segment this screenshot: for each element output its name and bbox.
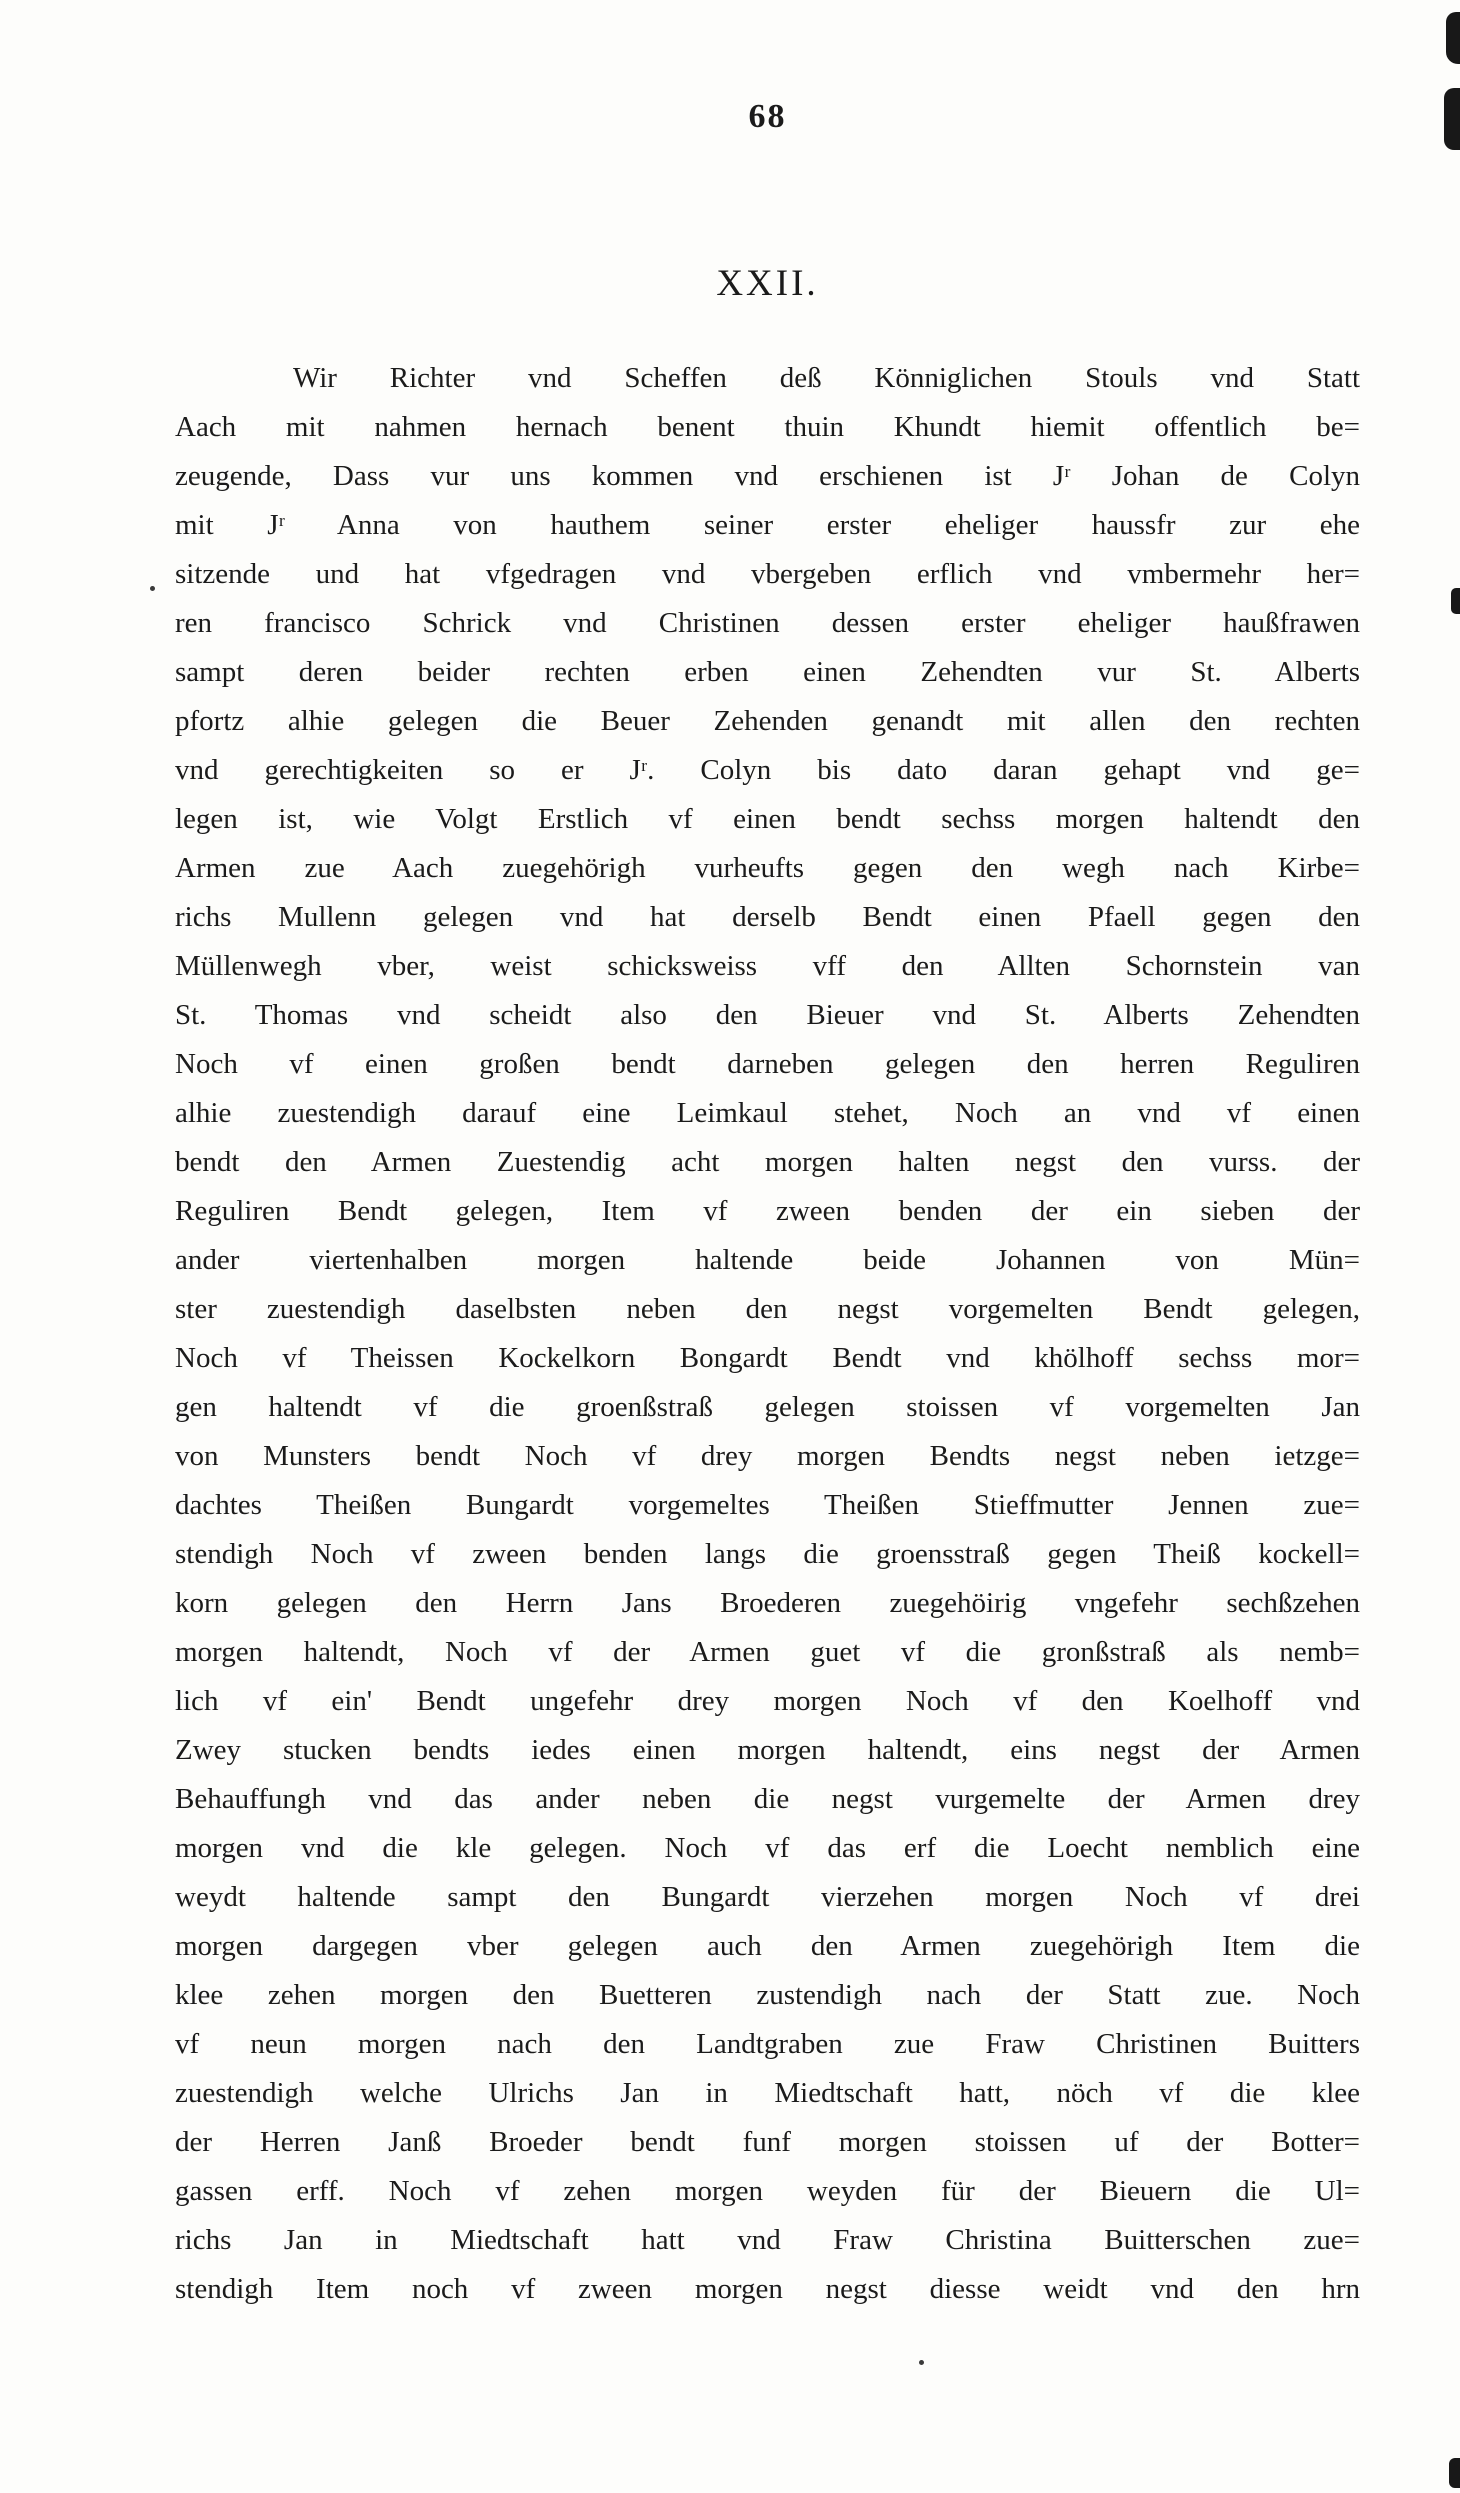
body-line: Müllenwegh vber, weist schicksweiss vff den Allten Schornstein van (175, 950, 1360, 982)
body-line: bendt den Armen Zuestendig acht morgen halten negst den vurss. der (175, 1146, 1360, 1178)
body-line: Behauffungh vnd das ander neben die negst vurgemelte der Armen drey (175, 1783, 1360, 1815)
body-line: sampt deren beider rechten erben einen Zehendten vur St. Alberts (175, 656, 1360, 688)
body-line: mit Jʳ Anna von hauthem seiner erster eheliger haussfr zur ehe (175, 509, 1360, 541)
body-line: St. Thomas vnd scheidt also den Bieuer vnd St. Alberts Zehendten (175, 999, 1360, 1031)
body-line: Reguliren Bendt gelegen, Item vf zween benden der ein sieben der (175, 1195, 1360, 1227)
body-line: stendigh Noch vf zween benden langs die groensstraß gegen Theiß kockell= (175, 1538, 1360, 1570)
body-line: zuestendigh welche Ulrichs Jan in Miedtschaft hatt, nöch vf die klee (175, 2077, 1360, 2109)
body-line: gen haltendt vf die groenßstraß gelegen stoissen vf vorgemelten Jan (175, 1391, 1360, 1423)
body-line: morgen dargegen vber gelegen auch den Armen zuegehörigh Item die (175, 1930, 1360, 1962)
body-line: sitzende und hat vfgedragen vnd vbergeben erflich vnd vmbermehr her= (175, 558, 1360, 590)
body-line: zeugende, Dass vur uns kommen vnd erschienen ist Jʳ Johan de Colyn (175, 460, 1360, 492)
body-line: weydt haltende sampt den Bungardt vierzehen morgen Noch vf drei (175, 1881, 1360, 1913)
body-line: der Herren Janß Broeder bendt funf morgen stoissen uf der Botter= (175, 2126, 1360, 2158)
body-line: von Munsters bendt Noch vf drey morgen Bendts negst neben ietzge= (175, 1440, 1360, 1472)
scan-artifact-right-edge-bottom (1449, 2458, 1460, 2488)
body-line: morgen vnd die kle gelegen. Noch vf das erf die Loecht nemblich eine (175, 1832, 1360, 1864)
scan-artifact-right-edge-top-2 (1444, 88, 1460, 150)
body-line: Armen zue Aach zuegehörigh vurheufts gegen den wegh nach Kirbe= (175, 852, 1360, 884)
body-line: dachtes Theißen Bungardt vorgemeltes Theißen Stieffmutter Jennen zue= (175, 1489, 1360, 1521)
body-line: pfortz alhie gelegen die Beuer Zehenden genandt mit allen den rechten (175, 705, 1360, 737)
body-line: richs Jan in Miedtschaft hatt vnd Fraw Christina Buitterschen zue= (175, 2224, 1360, 2256)
body-line: korn gelegen den Herrn Jans Broederen zuegehöirig vngefehr sechßzehen (175, 1587, 1360, 1619)
section-heading: XXII. (716, 263, 819, 304)
body-line: ren francisco Schrick vnd Christinen dessen erster eheliger haußfrawen (175, 607, 1360, 639)
body-line: Wir Richter vnd Scheffen deß Könniglichen Stouls vnd Statt (293, 362, 1360, 394)
body-line: morgen haltendt, Noch vf der Armen guet vf die gronßstraß als nemb= (175, 1636, 1360, 1668)
body-line: Zwey stucken bendts iedes einen morgen haltendt, eins negst der Armen (175, 1734, 1360, 1766)
body-line: Noch vf einen großen bendt darneben gelegen den herren Reguliren (175, 1048, 1360, 1080)
body-line: klee zehen morgen den Buetteren zustendigh nach der Statt zue. Noch (175, 1979, 1360, 2011)
body-line: richs Mullenn gelegen vnd hat derselb Bendt einen Pfaell gegen den (175, 901, 1360, 933)
page-number: 68 (748, 98, 787, 135)
body-line: alhie zuestendigh darauf eine Leimkaul stehet, Noch an vnd vf einen (175, 1097, 1360, 1129)
body-line: lich vf ein' Bendt ungefehr drey morgen Noch vf den Koelhoff vnd (175, 1685, 1360, 1717)
scan-artifact-right-edge-top-1 (1446, 12, 1460, 64)
body-line: stendigh Item noch vf zween morgen negst diesse weidt vnd den hrn (175, 2273, 1360, 2305)
body-line: vnd gerechtigkeiten so er Jʳ. Colyn bis dato daran gehapt vnd ge= (175, 754, 1360, 786)
scan-artifact-speck-left-margin (150, 586, 155, 591)
body-line: Noch vf Theissen Kockelkorn Bongardt Bendt vnd khölhoff sechss mor= (175, 1342, 1360, 1374)
body-line: gassen erff. Noch vf zehen morgen weyden für der Bieuern die Ul= (175, 2175, 1360, 2207)
body-line: ster zuestendigh daselbsten neben den negst vorgemelten Bendt gelegen, (175, 1293, 1360, 1325)
body-line: vf neun morgen nach den Landtgraben zue Fraw Christinen Buitters (175, 2028, 1360, 2060)
body-line: ander viertenhalben morgen haltende beide Johannen von Mün= (175, 1244, 1360, 1276)
scan-artifact-speck-bottom (919, 2360, 924, 2365)
body-line: Aach mit nahmen hernach benent thuin Khundt hiemit offentlich be= (175, 411, 1360, 443)
body-text (175, 354, 1360, 2314)
scan-artifact-right-edge-middle (1451, 588, 1460, 614)
body-line: legen ist, wie Volgt Erstlich vf einen bendt sechss morgen haltendt den (175, 803, 1360, 835)
